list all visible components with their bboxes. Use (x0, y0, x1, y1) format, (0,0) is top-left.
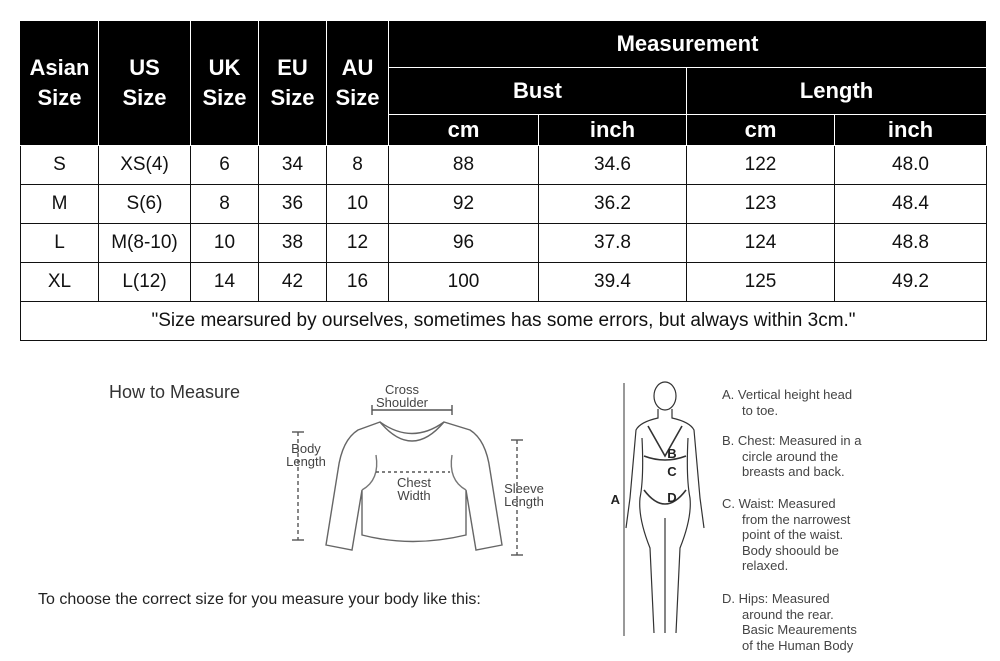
how-to-measure-title: How to Measure (109, 382, 241, 402)
cell-length-inch: 48.0 (835, 146, 987, 185)
cell-asian: L (21, 224, 99, 263)
cell-length-cm: 123 (687, 185, 835, 224)
cell-bust-inch: 39.4 (539, 263, 687, 302)
header-bust-cm: cm (389, 115, 539, 146)
sleeve-length-label: Sleeve Length (504, 481, 544, 509)
header-length: Length (687, 68, 987, 115)
cell-us: S(6) (99, 185, 191, 224)
cell-au: 8 (327, 146, 389, 185)
header-us-size: US Size (99, 21, 191, 146)
cell-eu: 38 (259, 224, 327, 263)
cell-bust-cm: 100 (389, 263, 539, 302)
header-eu-size: EU Size (259, 21, 327, 146)
cell-bust-inch: 36.2 (539, 185, 687, 224)
header-bust: Bust (389, 68, 687, 115)
cell-length-inch: 48.8 (835, 224, 987, 263)
cell-eu: 34 (259, 146, 327, 185)
cell-uk: 14 (191, 263, 259, 302)
header-au-size: AU Size (327, 21, 389, 146)
cell-eu: 42 (259, 263, 327, 302)
cell-asian: XL (21, 263, 99, 302)
cell-eu: 36 (259, 185, 327, 224)
cell-au: 12 (327, 224, 389, 263)
cell-asian: S (21, 146, 99, 185)
size-chart-table (20, 20, 987, 341)
cell-au: 10 (327, 185, 389, 224)
header-asian-size: Asian Size (21, 21, 99, 146)
cell-length-inch: 48.4 (835, 185, 987, 224)
table-row (21, 185, 987, 224)
legend-a: A. Vertical height head to toe. (722, 387, 853, 418)
instruction-text: To choose the correct size for you measure your body like this: (38, 591, 481, 608)
marker-d: D (667, 490, 677, 505)
cell-bust-cm: 88 (389, 146, 539, 185)
cell-length-cm: 125 (687, 263, 835, 302)
header-measurement: Measurement (389, 21, 987, 68)
cell-bust-inch: 34.6 (539, 146, 687, 185)
table-row (21, 146, 987, 185)
cell-length-inch: 49.2 (835, 263, 987, 302)
header-uk-size: UK Size (191, 21, 259, 146)
cell-us: XS(4) (99, 146, 191, 185)
measurement-note: "Size mearsured by ourselves, sometimes has some errors, but always within 3cm." (21, 302, 987, 341)
cell-uk: 6 (191, 146, 259, 185)
header-length-inch: inch (835, 115, 987, 146)
header-length-cm: cm (687, 115, 835, 146)
cell-uk: 8 (191, 185, 259, 224)
sweater-diagram (280, 400, 550, 565)
cell-us: L(12) (99, 263, 191, 302)
table-row (21, 224, 987, 263)
cross-shoulder-label: Cross Shoulder (375, 382, 429, 410)
legend-c: C. Waist: Measured from the narrowest point of the waist. Body shoould be relaxed. (722, 496, 851, 573)
legend-d: D. Hips: Measured around the rear. Basic Meaurements of the Human Body (722, 591, 857, 653)
cell-uk: 10 (191, 224, 259, 263)
cell-length-cm: 122 (687, 146, 835, 185)
cell-bust-inch: 37.8 (539, 224, 687, 263)
cell-bust-cm: 92 (389, 185, 539, 224)
marker-b: B (667, 446, 677, 461)
chest-width-label: Chest Width (397, 475, 431, 503)
body-figure-diagram (610, 378, 720, 640)
cell-au: 16 (327, 263, 389, 302)
header-bust-inch: inch (539, 115, 687, 146)
cell-us: M(8-10) (99, 224, 191, 263)
cell-bust-cm: 96 (389, 224, 539, 263)
cell-length-cm: 124 (687, 224, 835, 263)
cell-asian: M (21, 185, 99, 224)
legend-b: B. Chest: Measured in a circle around the breasts and back. (722, 433, 862, 479)
marker-c: C (667, 464, 677, 479)
table-row (21, 263, 987, 302)
body-length-label: Body Length (286, 441, 326, 469)
marker-a: A (610, 492, 620, 507)
